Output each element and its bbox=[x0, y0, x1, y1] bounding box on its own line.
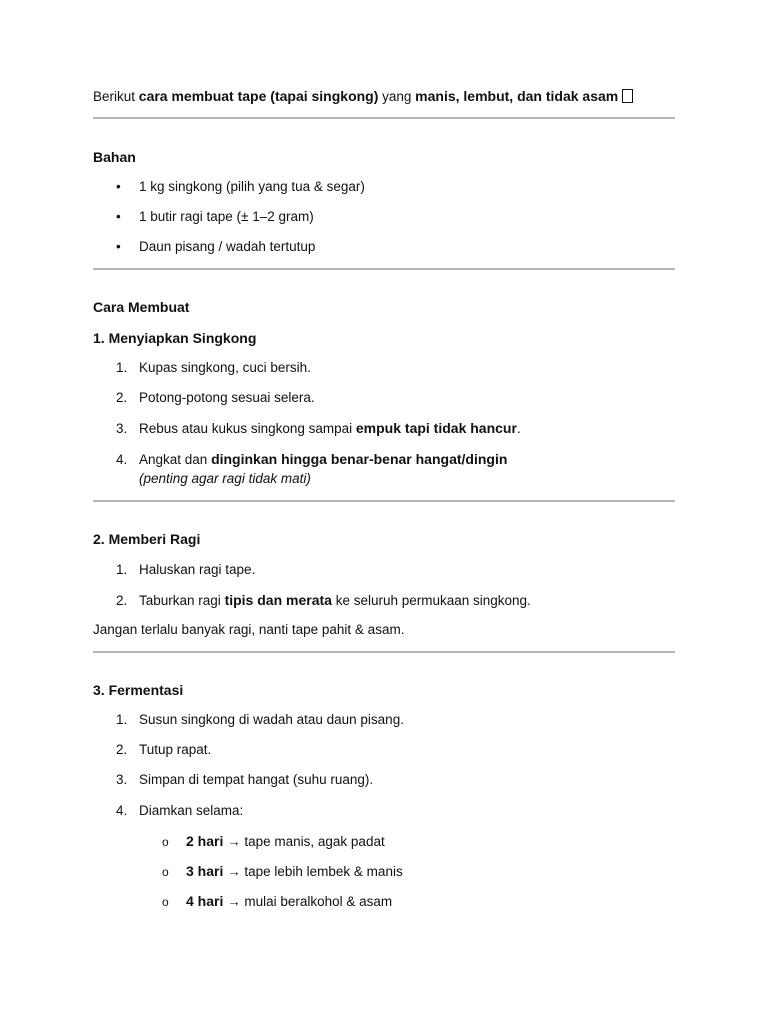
list-item-text: Kupas singkong, cuci bersih. bbox=[139, 360, 311, 375]
list-number: 4. bbox=[116, 803, 128, 818]
list-item bbox=[116, 591, 531, 610]
list-item bbox=[116, 389, 315, 407]
list-item-text: 1 kg singkong (pilih yang tua & segar) bbox=[139, 179, 365, 194]
sub-list-item bbox=[162, 892, 392, 911]
circle-bullet-icon: o bbox=[162, 895, 169, 909]
intro-text-yang: yang bbox=[378, 89, 416, 104]
circle-bullet-icon: o bbox=[162, 835, 169, 849]
list-item-text: Rebus atau kukus singkong sampai bbox=[139, 421, 356, 436]
sub-list-item bbox=[162, 832, 385, 851]
duration-text: → tape lebih lembek & manis bbox=[223, 864, 403, 879]
intro-bold-title: cara membuat tape (tapai singkong) bbox=[138, 88, 379, 104]
list-item bbox=[116, 711, 404, 729]
intro-line bbox=[93, 87, 633, 106]
list-item bbox=[116, 741, 211, 759]
list-item bbox=[116, 208, 314, 226]
list-item bbox=[116, 238, 315, 256]
list-number: 1. bbox=[116, 562, 128, 577]
list-number: 2. bbox=[116, 390, 128, 405]
list-item bbox=[116, 178, 365, 196]
duration-bold: 2 hari bbox=[186, 833, 224, 849]
list-item-text: Simpan di tempat hangat (suhu ruang). bbox=[139, 772, 374, 787]
list-number: 3. bbox=[116, 421, 128, 436]
list-item-text: Taburkan ragi bbox=[139, 593, 225, 608]
list-item bbox=[116, 561, 255, 579]
list-item bbox=[116, 771, 373, 789]
list-item-text: Tutup rapat. bbox=[139, 742, 212, 757]
intro-text: Berikut bbox=[93, 89, 139, 104]
intro-bold-qualities: manis, lembut, dan tidak asam bbox=[415, 88, 619, 104]
duration-bold: 4 hari bbox=[186, 893, 224, 909]
bahan-heading: Bahan bbox=[93, 149, 136, 165]
list-item-text: ke seluruh permukaan singkong. bbox=[331, 593, 531, 608]
divider bbox=[93, 268, 675, 270]
duration-text: → tape manis, agak padat bbox=[223, 834, 385, 849]
section-2-title: 2. Memberi Ragi bbox=[93, 531, 201, 547]
list-item bbox=[116, 419, 521, 438]
list-item-text: Angkat dan bbox=[139, 452, 212, 467]
list-number: 3. bbox=[116, 772, 128, 787]
missing-glyph-icon bbox=[622, 89, 633, 103]
divider bbox=[93, 117, 675, 119]
list-item bbox=[116, 450, 507, 469]
bullet-icon: • bbox=[116, 239, 121, 254]
list-item-text: Diamkan selama: bbox=[139, 803, 244, 818]
list-number: 2. bbox=[116, 593, 128, 608]
list-item-bold: tipis dan merata bbox=[224, 592, 332, 608]
list-number: 4. bbox=[116, 452, 128, 467]
list-item-text: Potong-potong sesuai selera. bbox=[139, 390, 315, 405]
list-item-text: Susun singkong di wadah atau daun pisang. bbox=[139, 712, 404, 727]
duration-text: → mulai beralkohol & asam bbox=[223, 894, 393, 909]
list-item-text: Daun pisang / wadah tertutup bbox=[139, 239, 316, 254]
list-item-bold: empuk tapi tidak hancur bbox=[355, 420, 517, 436]
sub-list-item bbox=[162, 862, 403, 881]
list-item-text: . bbox=[516, 421, 521, 436]
list-item-text: 1 butir ragi tape (± 1–2 gram) bbox=[139, 209, 314, 224]
divider bbox=[93, 651, 675, 653]
bullet-icon: • bbox=[116, 179, 121, 194]
list-item-note: (penting agar ragi tidak mati) bbox=[139, 471, 311, 486]
divider bbox=[93, 500, 675, 502]
section-1-title: 1. Menyiapkan Singkong bbox=[93, 330, 257, 346]
list-number: 1. bbox=[116, 360, 128, 375]
bullet-icon: • bbox=[116, 209, 121, 224]
cara-heading: Cara Membuat bbox=[93, 299, 190, 315]
list-item bbox=[116, 359, 311, 377]
list-item bbox=[116, 802, 243, 820]
list-item-text: Haluskan ragi tape. bbox=[139, 562, 256, 577]
list-number: 1. bbox=[116, 712, 128, 727]
list-number: 2. bbox=[116, 742, 128, 757]
section-3-title: 3. Fermentasi bbox=[93, 682, 184, 698]
section-2-note: Jangan terlalu banyak ragi, nanti tape pahit & asam. bbox=[93, 622, 405, 637]
list-item-bold: dinginkan hingga benar-benar hangat/dingin bbox=[211, 451, 508, 467]
circle-bullet-icon: o bbox=[162, 865, 169, 879]
duration-bold: 3 hari bbox=[186, 863, 224, 879]
